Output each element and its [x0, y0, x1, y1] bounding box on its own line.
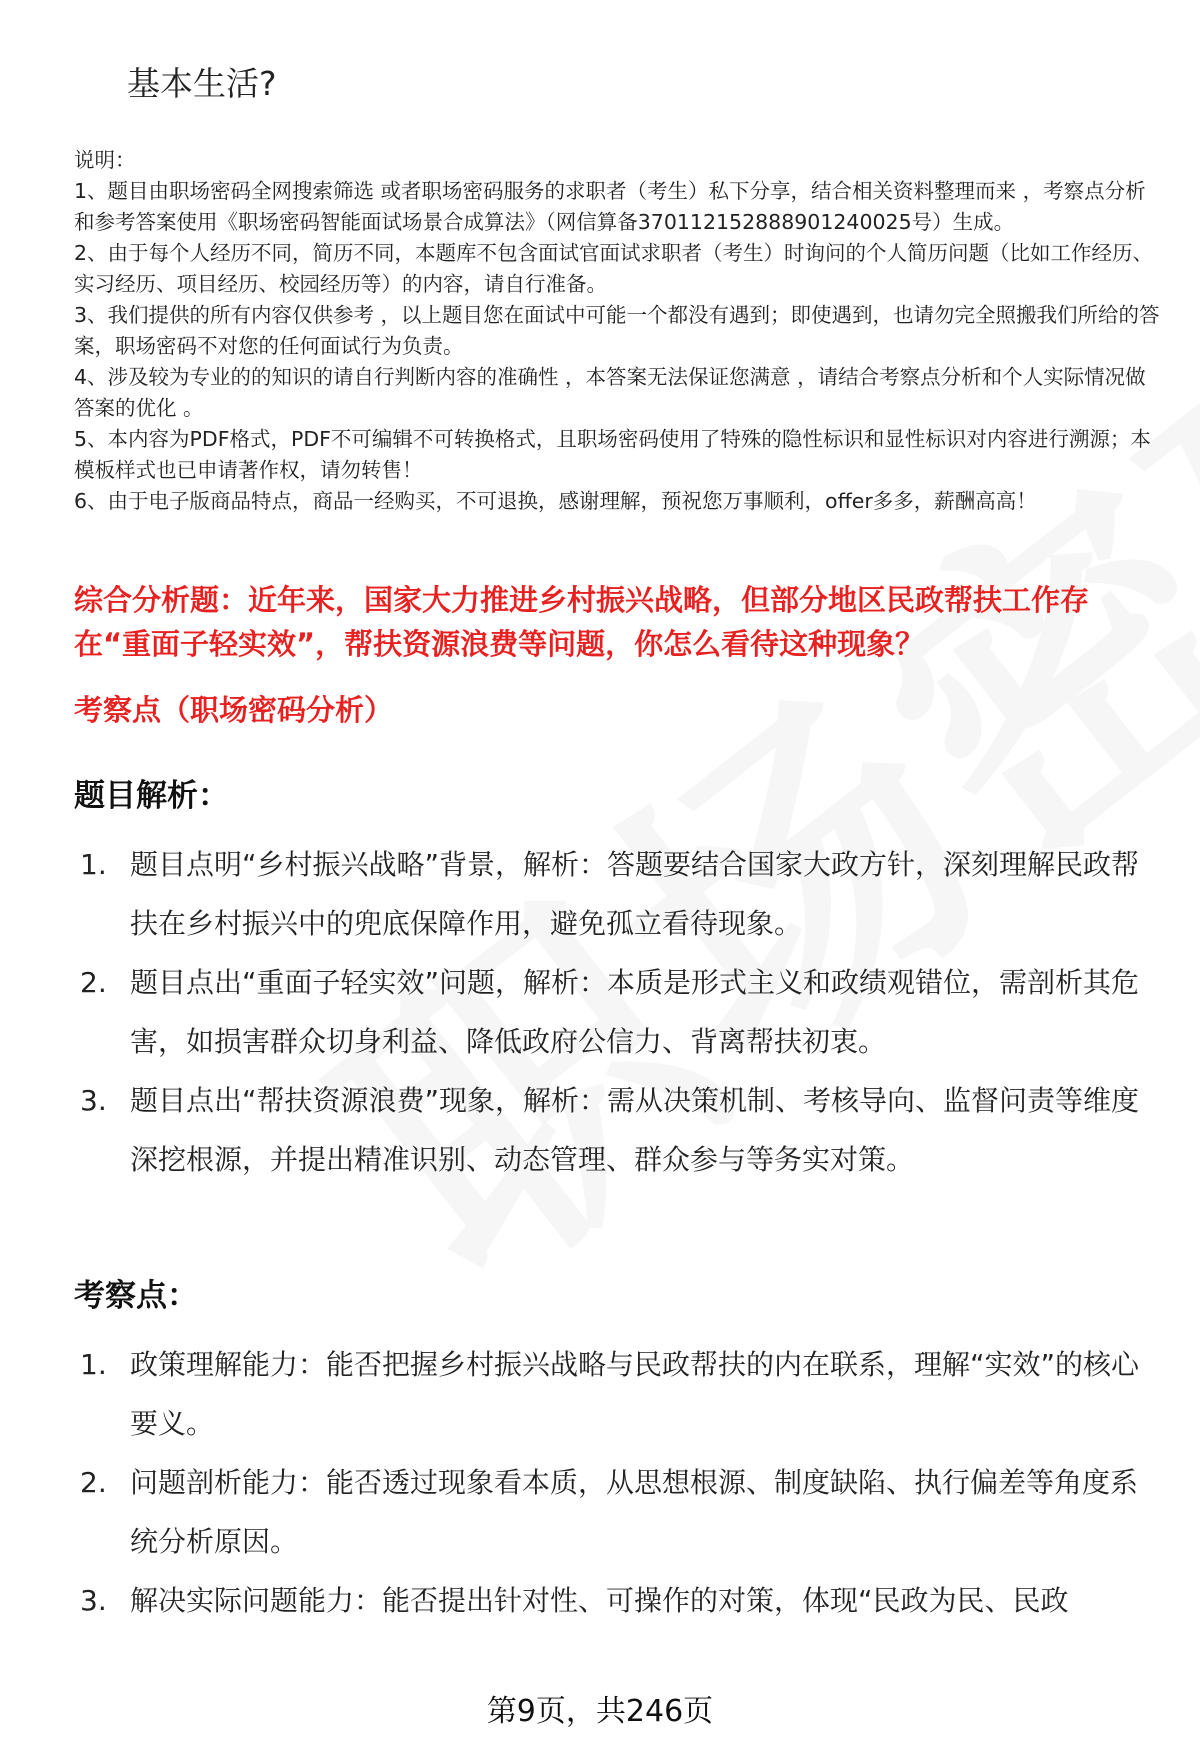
note-item: 5、本内容为PDF格式，PDF不可编辑不可转换格式，且职场密码使用了特殊的隐性标识和显性标识对内容进行溯源；本模板样式也已申请著作权，请勿转售！	[74, 427, 1151, 482]
exam-points-list	[80, 1335, 1150, 1630]
note-item: 3、我们提供的所有内容仅供参考 ，以上题目您在面试中可能一个都没有遇到；即使遇到，也请勿完全照搬我们所给的答案，职场密码不对您的任何面试行为负责。	[74, 303, 1160, 358]
list-text: 问题剖析能力：能否透过现象看本质，从思想根源、制度缺陷、执行偏差等角度系统分析原因。	[130, 1466, 1139, 1558]
list-text: 政策理解能力：能否把握乡村振兴战略与民政帮扶的内在联系，理解“实效”的核心要义。	[130, 1348, 1140, 1440]
list-text: 解决实际问题能力：能否提出针对性、可操作的对策，体现“民政为民、民政	[130, 1584, 1069, 1617]
list-text: 题目点出“帮扶资源浪费”现象，解析：需从决策机制、考核导向、监督问责等维度深挖根源，并提出精准识别、动态管理、群众参与等务实对策。	[130, 1084, 1140, 1176]
exam-point-label: 考察点（职场密码分析）	[74, 693, 394, 727]
list-number: 3.	[80, 1584, 107, 1617]
list-number: 3.	[80, 1084, 107, 1117]
lead-text: 基本生活?	[127, 64, 277, 103]
analysis-heading: 题目解析：	[74, 778, 229, 814]
list-number: 1.	[80, 848, 107, 881]
note-item: 2、由于每个人经历不同，简历不同，本题库不包含面试官面试求职者（考生）时询问的个人简历问题（比如工作经历、实习经历、项目经历、校园经历等）的内容，请自行准备。	[74, 241, 1154, 296]
list-item	[80, 1071, 1150, 1189]
page-footer: 第9页，共246页	[486, 1694, 714, 1729]
note-item: 4、涉及较为专业的的知识的请自行判断内容的准确性 ，本答案无法保证您满意 ，请结合考察点分析和个人实际情况做答案的优化 。	[74, 365, 1146, 420]
notes-section	[74, 145, 1164, 517]
list-item	[80, 1571, 1150, 1630]
list-number: 2.	[80, 966, 107, 999]
list-item	[80, 1335, 1150, 1453]
list-item	[80, 1453, 1150, 1571]
list-number: 2.	[80, 1466, 107, 1499]
notes-title: 说明：	[74, 148, 136, 172]
note-item: 1、题目由职场密码全网搜索筛选 或者职场密码服务的求职者（考生）私下分享，结合相关资料整理而来 ，考察点分析和参考答案使用《职场密码智能面试场景合成算法》（网信算备370112152888901240025号）生成。	[74, 179, 1146, 234]
list-number: 1.	[80, 1348, 107, 1381]
list-item	[80, 953, 1150, 1071]
list-text: 题目点出“重面子轻实效”问题，解析：本质是形式主义和政绩观错位，需剖析其危害，如损害群众切身利益、降低政府公信力、背离帮扶初衷。	[130, 966, 1140, 1058]
note-item: 6、由于电子版商品特点，商品一经购买，不可退换，感谢理解，预祝您万事顺利，offer多多，薪酬高高！	[74, 489, 1037, 513]
list-item	[80, 835, 1150, 953]
analysis-list	[80, 835, 1150, 1189]
list-text: 题目点明“乡村振兴战略”背景，解析：答题要结合国家大政方针，深刻理解民政帮扶在乡村振兴中的兜底保障作用，避免孤立看待现象。	[130, 848, 1140, 940]
question-title: 综合分析题：近年来，国家大力推进乡村振兴战略，但部分地区民政帮扶工作存在“重面子轻实效”，帮扶资源浪费等问题，你怎么看待这种现象？	[74, 583, 1090, 661]
exam-points-heading: 考察点：	[74, 1278, 198, 1314]
